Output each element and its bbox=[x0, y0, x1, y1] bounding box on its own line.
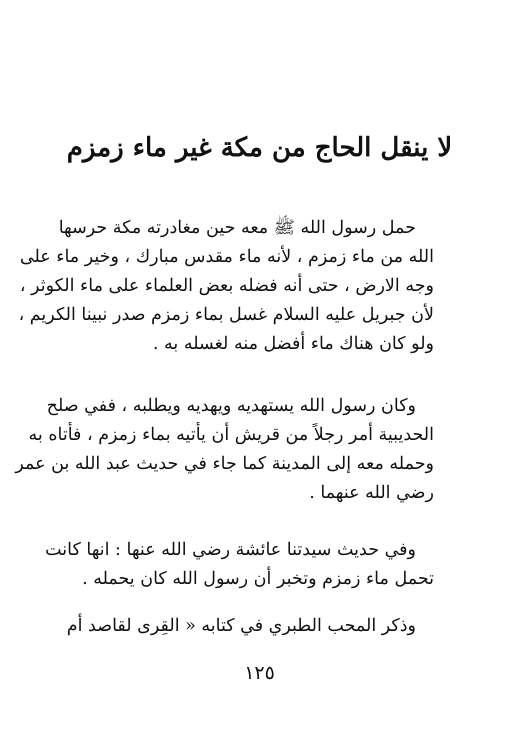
paragraph-line: وكان رسول الله يستهديه ويهديه ويطلبه ، ففي صلح bbox=[46, 396, 416, 416]
paragraph-4 bbox=[66, 612, 434, 641]
paragraph-line: الحديبية أمر رجلاً من قريش أن يأتيه بماء زمزم ، فأتاه به bbox=[28, 425, 434, 445]
paragraph-line: تحمل ماء زمزم وتخبر أن رسول الله كان يحمله . bbox=[82, 569, 434, 589]
paragraph-2 bbox=[15, 392, 434, 508]
paragraph-line: حمل رسول الله ﷺ معه حين مغادرته مكة حرسها bbox=[58, 218, 416, 238]
page-title: لا ينقل الحاج من مكة غير ماء زمزم bbox=[66, 133, 453, 163]
paragraph-line: رضي الله عنهما . bbox=[309, 483, 434, 503]
paragraph-line: وجه الارض ، حتى أنه فضله بعض العلماء على ماء الكوثر ، bbox=[19, 276, 434, 296]
paragraph-line: وفي حديث سيدتنا عائشة رضي الله عنها : انها كانت bbox=[45, 540, 416, 560]
page-number: ١٢٥ bbox=[244, 662, 275, 684]
paragraph-line: لأن جبريل عليه السلام غسل بماء زمزم صدر نبينا الكريم ، bbox=[18, 305, 434, 325]
paragraph-line: ولو كان هناك ماء أفضل منه لغسله به . bbox=[152, 334, 434, 354]
paragraph-1 bbox=[18, 214, 434, 359]
paragraph-line: وذكر المحب الطبري في كتابه « القِرى لقاصد أم bbox=[66, 616, 416, 636]
paragraph-3 bbox=[45, 536, 434, 594]
paragraph-line: وحمله معه إلى المدينة كما جاء في حديث عبد الله بن عمر bbox=[15, 454, 434, 474]
paragraph-line: الله من ماء زمزم ، لأنه ماء مقدس مبارك ، وخير ماء على bbox=[19, 247, 434, 267]
